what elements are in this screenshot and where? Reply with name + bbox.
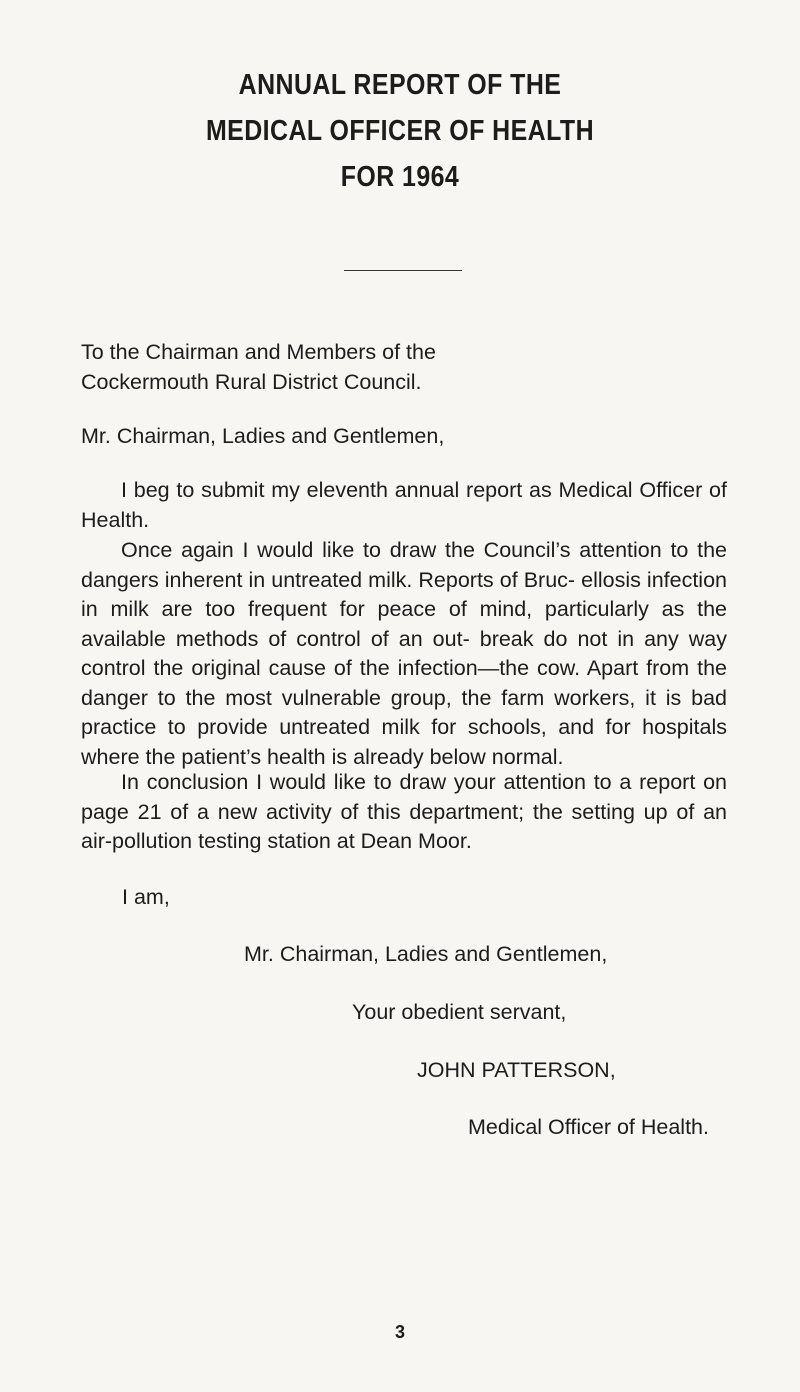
title-line-2: MEDICAL OFFICER OF HEALTH <box>205 115 595 147</box>
closing-i-am: I am, <box>122 885 170 909</box>
address-line-1: To the Chairman and Members of the <box>81 340 436 364</box>
paragraph-2: Once again I would like to draw the Council’s attention to the dangers inherent in untreated milk. Reports of Bruc- ellosis infection in milk are too frequent for peace of mind, particularly as the available methods of control of an out- break do not in any way control the original cause of the infection—the cow. Apart from the danger to the most vulnerable group, the farm workers, it is bad practice to provide untreated milk for schools, and for hospitals where the patient’s health is already below normal. <box>81 538 727 769</box>
title-line-3: FOR 1964 <box>340 161 460 193</box>
signatory-name: JOHN PATTERSON, <box>417 1058 616 1082</box>
paragraph-1: I beg to submit my eleventh annual report as Medical Officer of Health. <box>81 478 727 532</box>
closing-servant: Your obedient servant, <box>352 1000 567 1024</box>
title-divider <box>344 270 462 271</box>
closing-salutation: Mr. Chairman, Ladies and Gentlemen, <box>244 942 608 966</box>
salutation: Mr. Chairman, Ladies and Gentlemen, <box>81 424 445 448</box>
report-title <box>56 62 744 200</box>
signatory-position: Medical Officer of Health. <box>468 1115 709 1139</box>
address-line-2: Cockermouth Rural District Council. <box>81 370 422 394</box>
paragraph-3: In conclusion I would like to draw your attention to a report on page 21 of a new activity of this department; the setting up of an air-pollution testing station at Dean Moor. <box>81 770 727 853</box>
title-line-1: ANNUAL REPORT OF THE <box>238 69 562 101</box>
page-number: 3 <box>394 1322 405 1342</box>
